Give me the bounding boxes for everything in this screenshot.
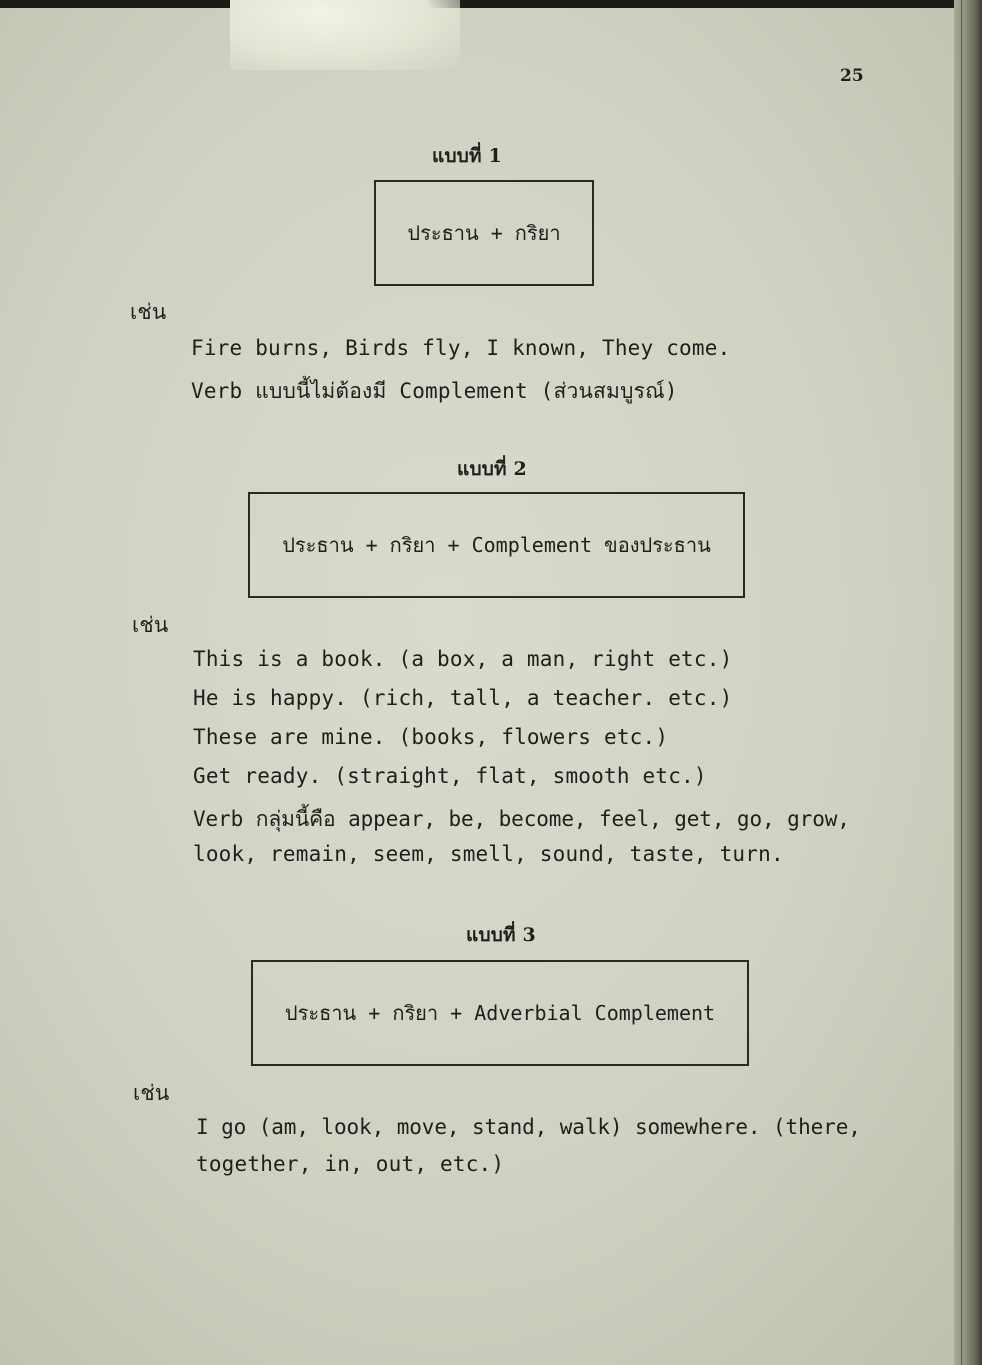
section-2-line-1: This is a book. (a box, a man, right etc.) [193, 647, 733, 671]
section-3-line-1: I go (am, look, move, stand, walk) somewhere. (there, [196, 1115, 861, 1139]
section-2-line-2: He is happy. (rich, tall, a teacher. etc.) [193, 686, 733, 710]
section-3-heading: แบบที่ 3 [466, 924, 536, 946]
section-3-example-label: เช่น [133, 1081, 170, 1105]
section-2-line-3: These are mine. (books, flowers etc.) [193, 725, 669, 749]
section-2-line-5: Verb กลุ่มนี้คือ appear, be, become, feel, get, go, grow, [193, 807, 850, 831]
page-edge-line [961, 0, 962, 1365]
section-2-formula: ประธาน + กริยา + Complement ของประธาน [282, 533, 711, 557]
section-1-formula-box [374, 180, 594, 286]
section-3-formula: ประธาน + กริยา + Adverbial Complement [284, 1001, 716, 1025]
section-1-line-2: Verb แบบนี้ไม่ต้องมี Complement (ส่วนสมบูรณ์) [191, 379, 678, 403]
section-2-example-label: เช่น [132, 613, 169, 637]
section-1-example-label: เช่น [130, 300, 167, 324]
section-2-line-6: look, remain, seem, smell, sound, taste, turn. [193, 842, 784, 866]
section-2-line-4: Get ready. (straight, flat, smooth etc.) [193, 764, 707, 788]
scan-top-border [0, 0, 982, 8]
section-3-line-2: together, in, out, etc.) [196, 1152, 505, 1176]
book-edge [954, 0, 982, 1365]
light-glare [230, 0, 460, 70]
section-2-formula-box [248, 492, 745, 598]
section-3-formula-box [251, 960, 749, 1066]
section-1-formula: ประธาน + กริยา [407, 221, 561, 245]
section-1-line-1: Fire burns, Birds fly, I known, They come. [191, 336, 731, 360]
section-1-heading: แบบที่ 1 [432, 145, 502, 167]
page-number: 25 [840, 66, 864, 86]
section-2-heading: แบบที่ 2 [457, 458, 527, 480]
